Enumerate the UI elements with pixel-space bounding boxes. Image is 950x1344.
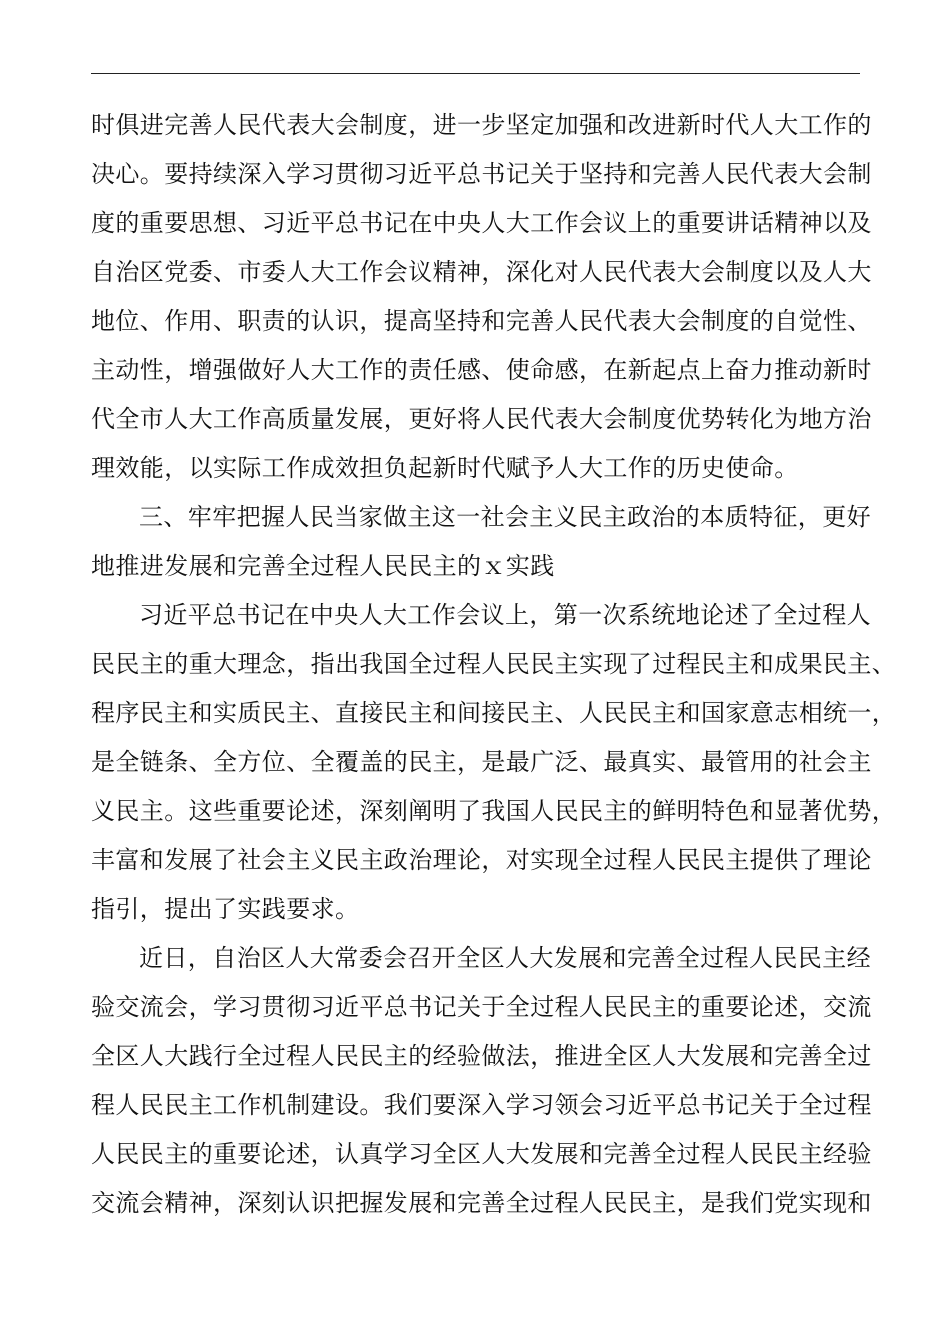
section-heading-line: 地推进发展和完善全过程人民民主的ｘ实践 (91, 552, 555, 580)
text-line: 全区人大践行全过程人民民主的经验做法，推进全区人大发展和完善全过 (91, 1042, 872, 1070)
text-line: 指引，提出了实践要求。 (91, 895, 360, 923)
text-line: 主动性，增强做好人大工作的责任感、使命感，在新起点上奋力推动新时 (91, 356, 872, 384)
text-line: 决心。要持续深入学习贯彻习近平总书记关于坚持和完善人民代表大会制 (91, 160, 872, 188)
text-line: 习近平总书记在中央人大工作会议上，第一次系统地论述了全过程人 (139, 601, 871, 629)
document-body (91, 101, 897, 1228)
text-line: 程序民主和实质民主、直接民主和间接民主、人民民主和国家意志相统一， (91, 699, 897, 727)
text-line: 自治区党委、市委人大工作会议精神，深化对人民代表大会制度以及人大 (91, 258, 872, 286)
text-line: 代全市人大工作高质量发展，更好将人民代表大会制度优势转化为地方治 (91, 405, 872, 433)
text-line: 义民主。这些重要论述，深刻阐明了我国人民民主的鲜明特色和显著优势， (91, 797, 897, 825)
text-line: 度的重要思想、习近平总书记在中央人大工作会议上的重要讲话精神以及 (91, 209, 872, 237)
text-line: 理效能，以实际工作成效担负起新时代赋予人大工作的历史使命。 (91, 454, 799, 482)
text-line: 人民民主的重要论述，认真学习全区人大发展和完善全过程人民民主经验 (91, 1140, 872, 1168)
text-line: 时俱进完善人民代表大会制度，进一步坚定加强和改进新时代人大工作的 (91, 111, 872, 139)
section-heading-line: 三、牢牢把握人民当家做主这一社会主义民主政治的本质特征，更好 (139, 503, 871, 531)
text-line: 丰富和发展了社会主义民主政治理论，对实现全过程人民民主提供了理论 (91, 846, 872, 874)
text-line: 是全链条、全方位、全覆盖的民主，是最广泛、最真实、最管用的社会主 (91, 748, 872, 776)
text-line: 程人民民主工作机制建设。我们要深入学习领会习近平总书记关于全过程 (91, 1091, 872, 1119)
text-line: 交流会精神，深刻认识把握发展和完善全过程人民民主，是我们党实现和 (91, 1189, 872, 1217)
text-line: 地位、作用、职责的认识，提高坚持和完善人民代表大会制度的自觉性、 (91, 307, 872, 335)
text-line: 验交流会，学习贯彻习近平总书记关于全过程人民民主的重要论述，交流 (91, 993, 872, 1021)
text-line: 民民主的重大理念，指出我国全过程人民民主实现了过程民主和成果民主、 (91, 650, 897, 678)
header-divider (91, 73, 860, 74)
text-line: 近日，自治区人大常委会召开全区人大发展和完善全过程人民民主经 (139, 944, 871, 972)
